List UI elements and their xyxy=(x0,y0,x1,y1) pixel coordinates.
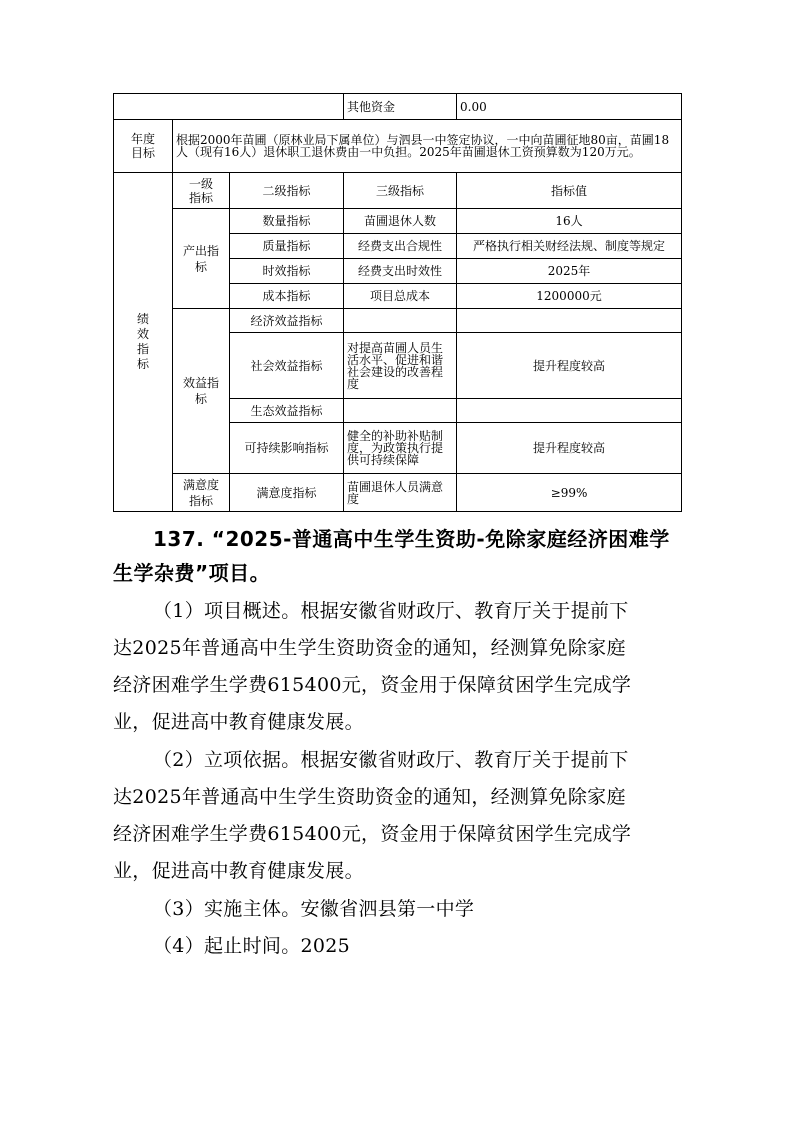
satisfaction-group-label: 满意度指标 xyxy=(173,474,230,512)
ecological-l3 xyxy=(344,399,457,423)
paragraph-line: 达2025年普通高中生学生资助资金的通知，经测算免除家庭 xyxy=(113,786,626,808)
paragraph-line: 达2025年普通高中生学生资助资金的通知，经测算免除家庭 xyxy=(113,637,626,659)
quantity-l2: 数量指标 xyxy=(230,209,344,234)
paragraph-line: （1）项目概述。根据安徽省财政厅、教育厅关于提前下 xyxy=(153,600,629,622)
economic-value xyxy=(457,309,682,333)
paragraph-line: （3）实施主体。安徽省泗县第一中学 xyxy=(153,898,475,920)
ecological-value xyxy=(457,399,682,423)
header-value: 指标值 xyxy=(457,173,682,209)
sustainable-l3: 健全的补助补贴制度，为政策执行提供可持续保障 xyxy=(344,423,457,474)
header-level2: 二级指标 xyxy=(230,173,344,209)
annual-goal-label: 年度目标 xyxy=(114,120,173,173)
timeliness-l3: 经费支出时效性 xyxy=(344,259,457,284)
satisfaction-value: ≥99% xyxy=(457,474,682,512)
paragraph-line: 经济困难学生学费615400元，资金用于保障贫困学生完成学 xyxy=(113,674,632,696)
paragraph-line: （2）立项依据。根据安徽省财政厅、教育厅关于提前下 xyxy=(153,749,629,771)
economic-l3 xyxy=(344,309,457,333)
other-funds-label: 其他资金 xyxy=(344,94,457,120)
header-level3: 三级指标 xyxy=(344,173,457,209)
paragraph-basis xyxy=(113,742,681,890)
heading-line-2: 生学杂费”项目。 xyxy=(113,561,271,585)
heading-line-1: 137. “2025-普通高中生学生资助-免除家庭经济困难学 xyxy=(153,527,670,551)
social-l2: 社会效益指标 xyxy=(230,333,344,399)
table-row xyxy=(114,209,682,234)
social-l3: 对提高苗圃人员生活水平、促进和谐社会建设的改善程度 xyxy=(344,333,457,399)
sustainable-value: 提升程度较高 xyxy=(457,423,682,474)
empty-cell xyxy=(114,94,344,120)
satisfaction-l3: 苗圃退休人员满意度 xyxy=(344,474,457,512)
paragraph-period xyxy=(113,928,681,965)
output-group-label: 产出指标 xyxy=(173,209,230,309)
cost-l3: 项目总成本 xyxy=(344,284,457,309)
other-funds-value: 0.00 xyxy=(457,94,682,120)
annual-goal-text: 根据2000年苗圃（原林业局下属单位）与泗县一中签定协议，一中向苗圃征地80亩，苗圃18人（现有16人）退休职工退休费由一中负担。2025年苗圃退休工资预算数为120万元。 xyxy=(173,120,682,173)
paragraph-overview xyxy=(113,593,681,741)
header-level1: 一级指标 xyxy=(173,173,230,209)
ecological-l2: 生态效益指标 xyxy=(230,399,344,423)
paragraph-line: 业，促进高中教育健康发展。 xyxy=(113,860,364,882)
timeliness-value: 2025年 xyxy=(457,259,682,284)
paragraph-line: 经济困难学生学费615400元，资金用于保障贫困学生完成学 xyxy=(113,823,632,845)
table-row xyxy=(114,309,682,333)
social-value: 提升程度较高 xyxy=(457,333,682,399)
perf-label: 绩效指标 xyxy=(114,173,173,512)
quality-l3: 经费支出合规性 xyxy=(344,234,457,259)
timeliness-l2: 时效指标 xyxy=(230,259,344,284)
economic-l2: 经济效益指标 xyxy=(230,309,344,333)
paragraph-entity xyxy=(113,891,681,928)
quality-l2: 质量指标 xyxy=(230,234,344,259)
table-row xyxy=(114,120,682,173)
sustainable-l2: 可持续影响指标 xyxy=(230,423,344,474)
cost-l2: 成本指标 xyxy=(230,284,344,309)
satisfaction-l2: 满意度指标 xyxy=(230,474,344,512)
paragraph-line: 业，促进高中教育健康发展。 xyxy=(113,711,364,733)
table-row xyxy=(114,94,682,120)
performance-table xyxy=(113,93,682,512)
cost-value: 1200000元 xyxy=(457,284,682,309)
quantity-value: 16人 xyxy=(457,209,682,234)
table-row xyxy=(114,474,682,512)
project-heading xyxy=(113,522,681,590)
quality-value: 严格执行相关财经法规、制度等规定 xyxy=(457,234,682,259)
table-row xyxy=(114,173,682,209)
quantity-l3: 苗圃退休人数 xyxy=(344,209,457,234)
benefit-group-label: 效益指标 xyxy=(173,309,230,474)
paragraph-line: （4）起止时间。2025 xyxy=(153,935,351,957)
